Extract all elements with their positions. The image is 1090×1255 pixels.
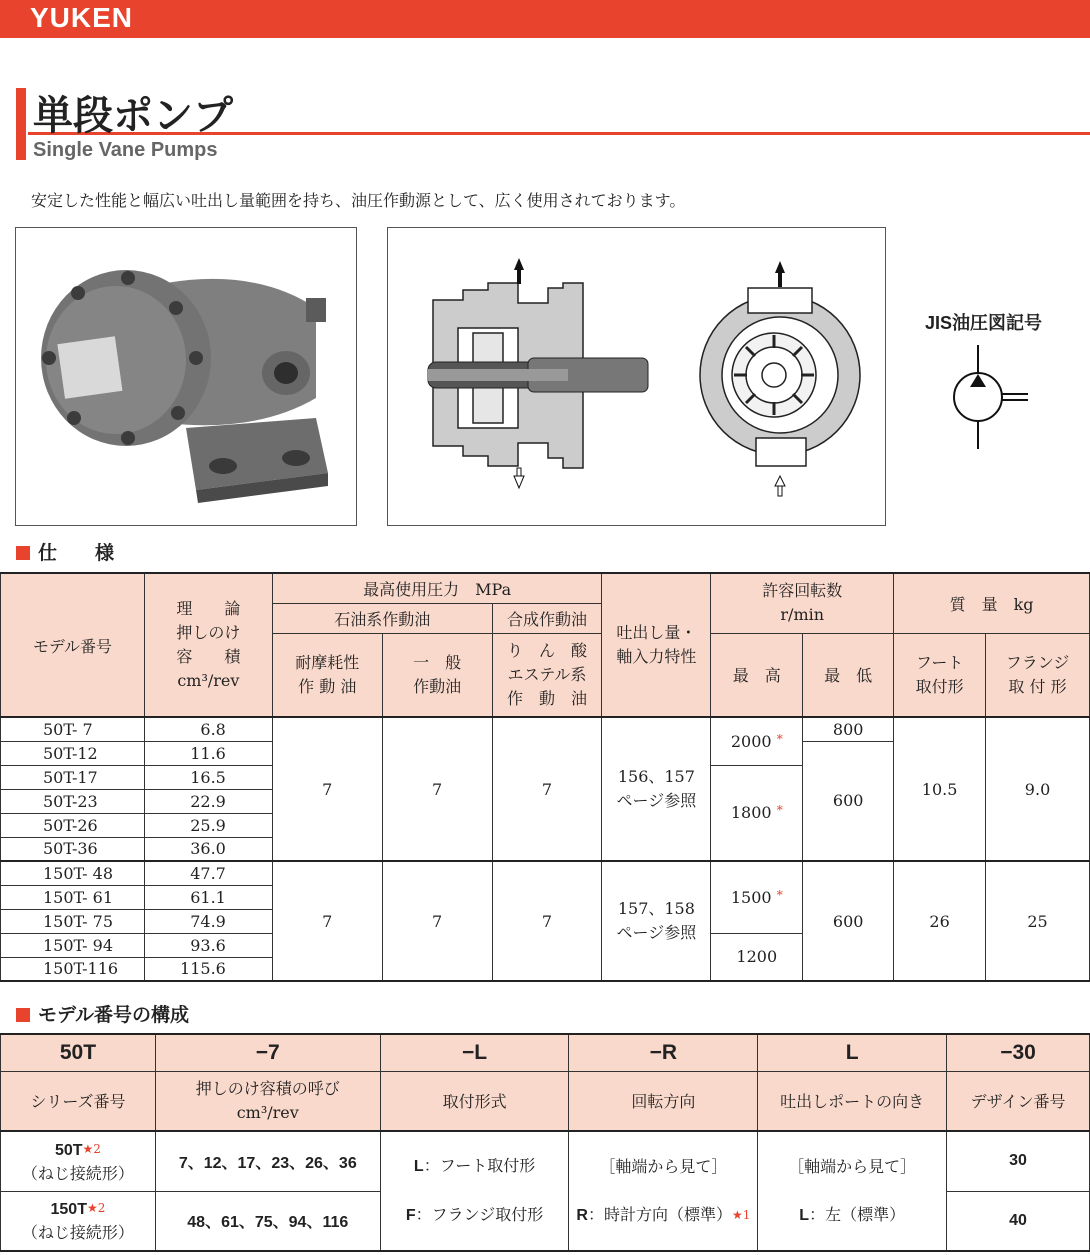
header-model: モデル番号 [1, 573, 145, 717]
code-displacement: −7 [155, 1034, 380, 1071]
mass-foot-cell: 26 [894, 861, 986, 981]
displacement-cell: 115.6 [144, 957, 272, 981]
series-150t: $150T^{★2}$ （ねじ接続形） [1, 1191, 156, 1251]
displacement-cell: 93.6 [144, 933, 272, 957]
max-speed-cell: 2000 * [711, 717, 803, 765]
max-speed-cell: 1500 * [711, 861, 803, 933]
design-150t: 40 [947, 1191, 1090, 1251]
min-speed-cell: 600 [803, 741, 894, 861]
sizes-50t: 7、12、17、23、26、36 [155, 1131, 380, 1191]
header-flange: フランジ 取 付 形 [986, 633, 1090, 717]
model-cell: 50T-12 [1, 741, 145, 765]
model-cell: 150T-116 [1, 957, 145, 981]
pump-photo-drawing [16, 228, 356, 525]
mass-flange-cell: 9.0 [986, 717, 1090, 861]
jis-symbol-label: JIS油圧図記号 [925, 313, 1043, 333]
pump-photo [15, 227, 357, 526]
model-cell: 150T- 48 [1, 861, 145, 885]
min-speed-cell: 800 [803, 717, 894, 741]
characteristics-cell: 157、158 ページ参照 [602, 861, 711, 981]
mass-foot-cell: 10.5 [894, 717, 986, 861]
cross-section-figure [387, 227, 886, 526]
header-speed: 許容回転数 r/min [711, 573, 894, 633]
series-50t: $50T^{★2}$ （ねじ接続形） [1, 1131, 156, 1191]
port-options: ［軸端から見て］ L：左（標準） [758, 1131, 947, 1251]
header-pressure: 最高使用圧力 MPa [272, 573, 602, 603]
model-cell: 150T- 75 [1, 909, 145, 933]
spec-table [0, 572, 1090, 982]
model-cell: 150T- 94 [1, 933, 145, 957]
label-displacement: 押しのけ容積の呼び cm³/rev [155, 1071, 380, 1131]
header-petroleum: 石油系作動油 [272, 603, 492, 633]
displacement-cell: 22.9 [144, 789, 272, 813]
model-cell: 50T-17 [1, 765, 145, 789]
hydraulic-pump-symbol-icon [940, 345, 1040, 450]
code-port: L [758, 1034, 947, 1071]
characteristics-cell: 156、157 ページ参照 [602, 717, 711, 861]
section-model-title: モデル番号の構成 [38, 1005, 190, 1026]
model-cell: 150T- 61 [1, 885, 145, 909]
title-accent [16, 88, 26, 160]
code-mounting: −L [380, 1034, 569, 1071]
label-port: 吐出しポートの向き [758, 1071, 947, 1131]
label-mounting: 取付形式 [380, 1071, 569, 1131]
general-cell: 7 [382, 717, 492, 861]
displacement-cell: 74.9 [144, 909, 272, 933]
displacement-cell: 11.6 [144, 741, 272, 765]
section-spec-heading [16, 538, 114, 565]
table-row [1, 861, 1090, 885]
mounting-options: L：フート取付形 F：フランジ取付形 [380, 1131, 569, 1251]
displacement-cell: 6.8 [144, 717, 272, 741]
table-row [1, 1131, 1090, 1191]
header-characteristics: 吐出し量・ 軸入力特性 [602, 573, 711, 717]
displacement-cell: 61.1 [144, 885, 272, 909]
phosphate-cell: 7 [492, 861, 602, 981]
max-speed-cell: 1200 [711, 933, 803, 981]
header-displacement: 理 論 押しのけ 容 積 cm³/rev [144, 573, 272, 717]
yuken-logo: YUKEN [30, 2, 134, 33]
label-design: デザイン番号 [947, 1071, 1090, 1131]
header-synthetic: 合成作動油 [492, 603, 602, 633]
model-cell: 50T-23 [1, 789, 145, 813]
header-mass: 質 量 kg [894, 573, 1090, 633]
section-model-heading [16, 1000, 189, 1027]
displacement-cell: 16.5 [144, 765, 272, 789]
model-cell: 50T-36 [1, 837, 145, 861]
displacement-cell: 47.7 [144, 861, 272, 885]
label-series: シリーズ番号 [1, 1071, 156, 1131]
table-row [1, 717, 1090, 741]
intro-text: 安定した性能と幅広い吐出し量範囲を持ち、油圧作動源として、広く使用されております。 [31, 191, 686, 210]
page-title: 単段ポンプ [33, 94, 233, 138]
code-series: 50T [1, 1034, 156, 1071]
antiwear-cell: 7 [272, 861, 382, 981]
section-spec-title: 仕 様 [38, 543, 115, 564]
min-speed-cell: 600 [803, 861, 894, 981]
sizes-150t: 48、61、75、94、116 [155, 1191, 380, 1251]
phosphate-cell: 7 [492, 717, 602, 861]
design-50t: 30 [947, 1131, 1090, 1191]
max-speed-cell: 1800 * [711, 765, 803, 861]
header-speed-min: 最 低 [803, 633, 894, 717]
rotation-options: ［軸端から見て］ R：時計方向（標準）$^{★1}$ [569, 1131, 758, 1251]
displacement-cell: 36.0 [144, 837, 272, 861]
cross-section-drawing [388, 228, 885, 525]
model-cell: 50T- 7 [1, 717, 145, 741]
header-foot: フート 取付形 [894, 633, 986, 717]
model-code-table [0, 1033, 1090, 1252]
code-rotation: −R [569, 1034, 758, 1071]
header-speed-max: 最 高 [711, 633, 803, 717]
code-design: −30 [947, 1034, 1090, 1071]
general-cell: 7 [382, 861, 492, 981]
header-antiwear: 耐摩耗性 作 動 油 [272, 633, 382, 717]
page-subtitle: Single Vane Pumps [33, 139, 218, 161]
header-bar [0, 0, 1090, 38]
displacement-cell: 25.9 [144, 813, 272, 837]
antiwear-cell: 7 [272, 717, 382, 861]
header-general: 一 般 作動油 [382, 633, 492, 717]
label-rotation: 回転方向 [569, 1071, 758, 1131]
model-cell: 50T-26 [1, 813, 145, 837]
header-phosphate: り ん 酸 エステル系 作 動 油 [492, 633, 602, 717]
mass-flange-cell: 25 [986, 861, 1090, 981]
